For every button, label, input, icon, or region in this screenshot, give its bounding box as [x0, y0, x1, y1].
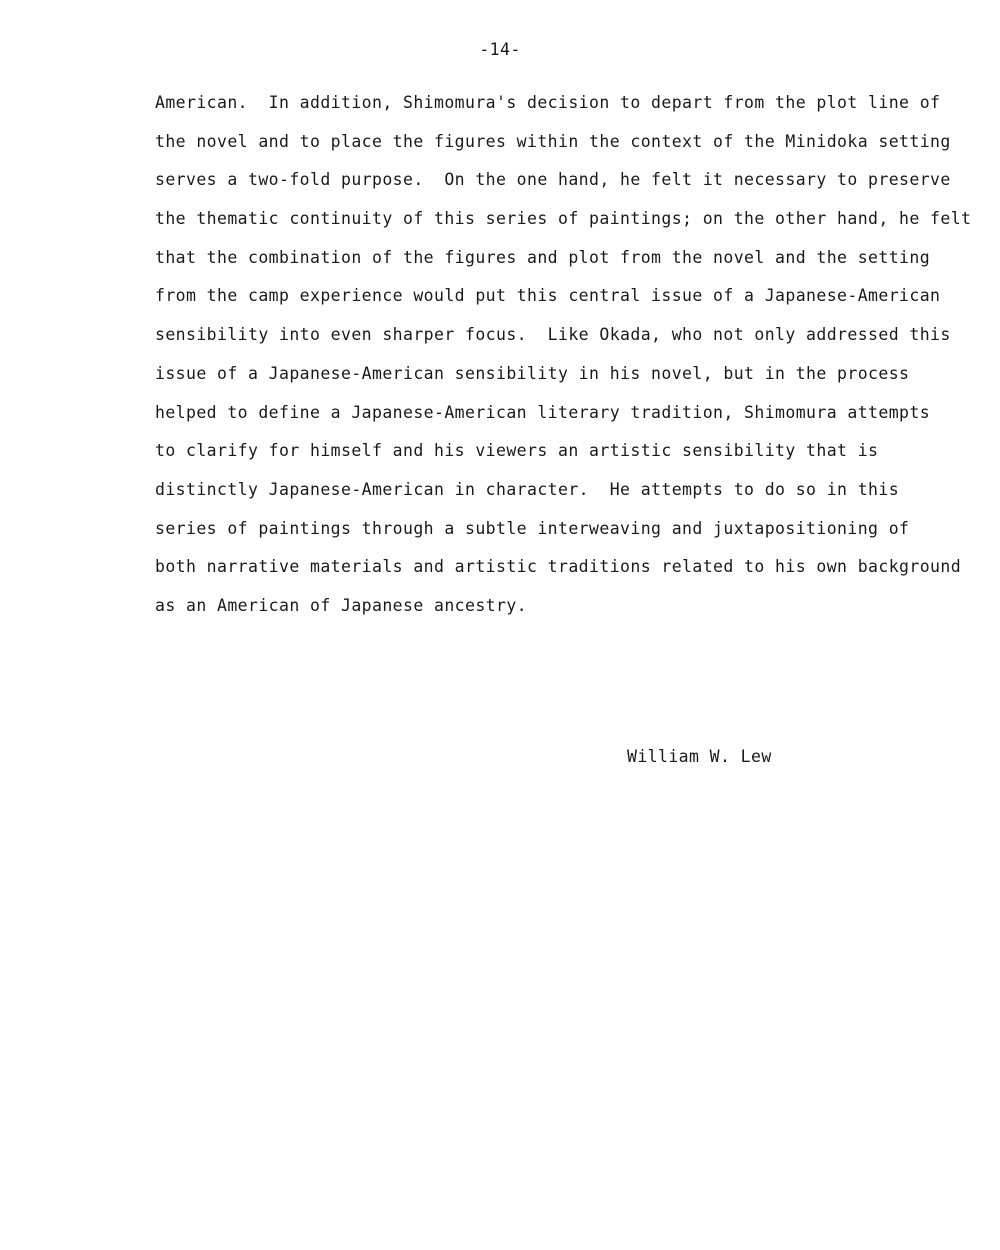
text-line: American. In addition, Shimomura's decision to depart from the plot line of	[155, 93, 941, 112]
text-line: series of paintings through a subtle interweaving and juxtapositioning of	[155, 518, 910, 538]
page-number: -14-	[479, 40, 521, 59]
text-line: sensibility into even sharper focus. Like Okada, who not only addressed this	[155, 325, 951, 345]
text-line: that the combination of the figures and plot from the novel and the setting	[155, 247, 931, 267]
text-line: distinctly Japanese-American in character. He attempts to do so in this	[155, 479, 900, 499]
text-line: from the camp experience would put this central issue of a Japanese-American	[155, 286, 941, 306]
body-paragraph	[155, 89, 972, 631]
author-signature: William W. Lew	[627, 747, 772, 766]
text-line: helped to define a Japanese-American literary tradition, Shimomura attempts	[155, 402, 931, 422]
text-line: both narrative materials and artistic traditions related to his own background	[155, 557, 962, 577]
text-line: the thematic continuity of this series of paintings; on the other hand, he felt	[155, 209, 972, 229]
text-line: serves a two-fold purpose. On the one hand, he felt it necessary to preserve	[155, 170, 951, 190]
text-line: the novel and to place the figures within the context of the Minidoka setting	[155, 131, 951, 151]
text-line: as an American of Japanese ancestry.	[155, 595, 528, 615]
text-line: to clarify for himself and his viewers an artistic sensibility that is	[155, 441, 879, 461]
text-line: issue of a Japanese-American sensibility in his novel, but in the process	[155, 363, 910, 383]
